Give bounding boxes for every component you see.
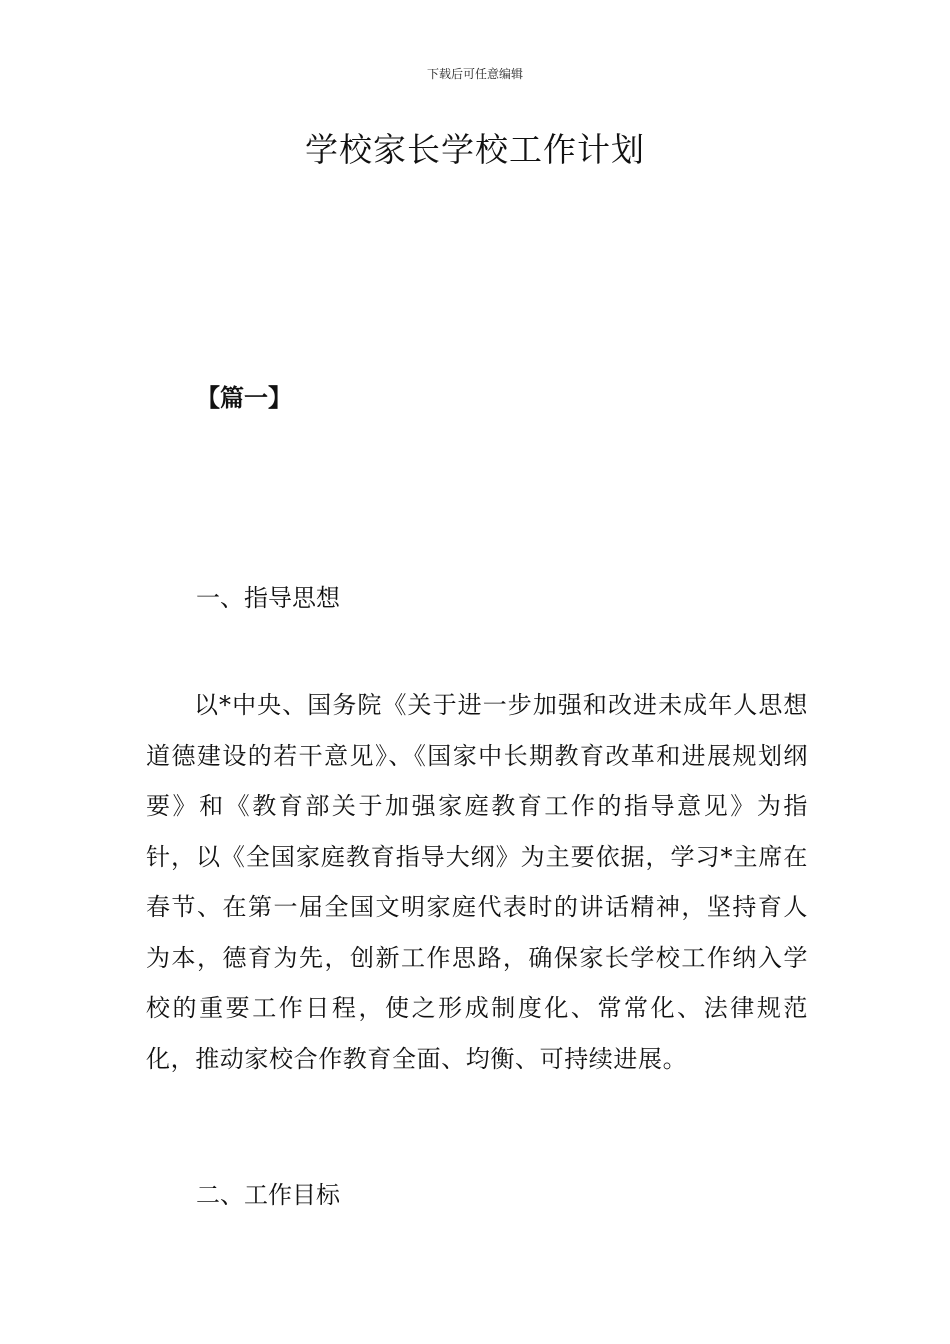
document-title: 学校家长学校工作计划 bbox=[305, 130, 645, 169]
page-header-note: 下载后可任意编辑 bbox=[426, 67, 523, 81]
section-tag: 【篇一】 bbox=[196, 384, 292, 412]
section-heading-work-goals: 二、工作目标 bbox=[196, 1181, 340, 1209]
section-heading-guiding-ideology: 一、指导思想 bbox=[196, 584, 340, 612]
guiding-ideology-paragraph: 以*中央、国务院《关于进一步加强和改进未成年人思想道德建设的若干意见》、《国家中长期教育改革和进展规划纲要》和《教育部关于加强家庭教育工作的指导意见》为指针，以《全国家庭教育指导大纲》为主要依据，学习*主席在春节、在第一届全国文明家庭代表时的讲话精神，坚持育人为本，德育为先，创新工作思路，确保家长学校工作纳入学校的重要工作日程，使之形成制度化、常常化、法律规范化，推动家校合作教育全面、均衡、可持续进展。 bbox=[146, 691, 808, 1073]
